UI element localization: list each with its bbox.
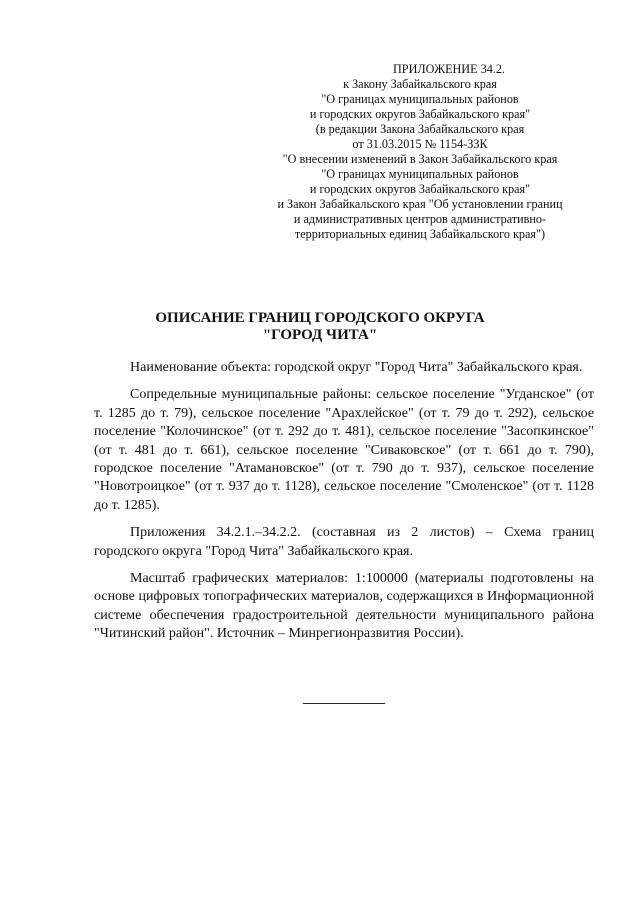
document-body: [94, 359, 594, 653]
paragraph-appendices: Приложения 34.2.1.–34.2.2. (составная из 2 листов) – Схема границ городского округа "Город Чита" Забайкальского края.: [94, 525, 594, 559]
annex-line: "О границах муниципальных районов: [321, 167, 519, 181]
annex-line: и Закон Забайкальского края "Об установлении границ: [277, 197, 563, 211]
annex-header: [255, 62, 585, 242]
annex-line: и городских округов Забайкальского края": [309, 182, 531, 196]
annex-line: и административных центров административно-: [293, 212, 547, 226]
annex-line: "О внесении изменений в Закон Забайкальского края: [282, 152, 558, 166]
end-divider: [303, 703, 385, 704]
document-title: [60, 310, 580, 344]
annex-line: (в редакции Закона Забайкальского края: [315, 122, 525, 136]
paragraph-object-name: Наименование объекта: городской округ "Город Чита" Забайкальского края.: [130, 360, 583, 375]
paragraph-scale: Масштаб графических материалов: 1:100000 (материалы подготовлены на основе цифровых топографических материалов, содержащихся в Информационной системе обеспечения градостроительной деятельности муниципального района "Читинский район". Источник – Минрегионразвития России).: [94, 571, 594, 642]
title-line-1: ОПИСАНИЕ ГРАНИЦ ГОРОДСКОГО ОКРУГА: [155, 310, 485, 326]
annex-line: к Закону Забайкальского края: [343, 77, 497, 91]
annex-line: и городских округов Забайкальского края": [309, 107, 531, 121]
annex-line: ПРИЛОЖЕНИЕ 34.2.: [393, 62, 505, 76]
title-line-2: "ГОРОД ЧИТА": [262, 327, 378, 343]
annex-line: от 31.03.2015 № 1154-ЗЗК: [352, 137, 488, 151]
annex-line: территориальных единиц Забайкальского края"): [294, 227, 546, 241]
paragraph-neighbors: Сопредельные муниципальные районы: сельское поселение "Угданское" (от т. 1285 до т. 79), сельское поселение "Арахлейское" (от т. 79 до т. 292), сельское поселение "Колочинское" (от т. 292 до т. 481), сельское поселение "Засопкинское" (от т. 481 до т. 661), сельское поселение "Сиваковское" (от т. 661 до т. 790), городское поселение "Атамановское" (от т. 790 до т. 937), сельское поселение "Новотроицкое" (от т. 937 до т. 1128), сельское поселение "Смоленское" (от т. 1128 до т. 1285).: [94, 387, 594, 513]
annex-line: "О границах муниципальных районов: [321, 92, 519, 106]
